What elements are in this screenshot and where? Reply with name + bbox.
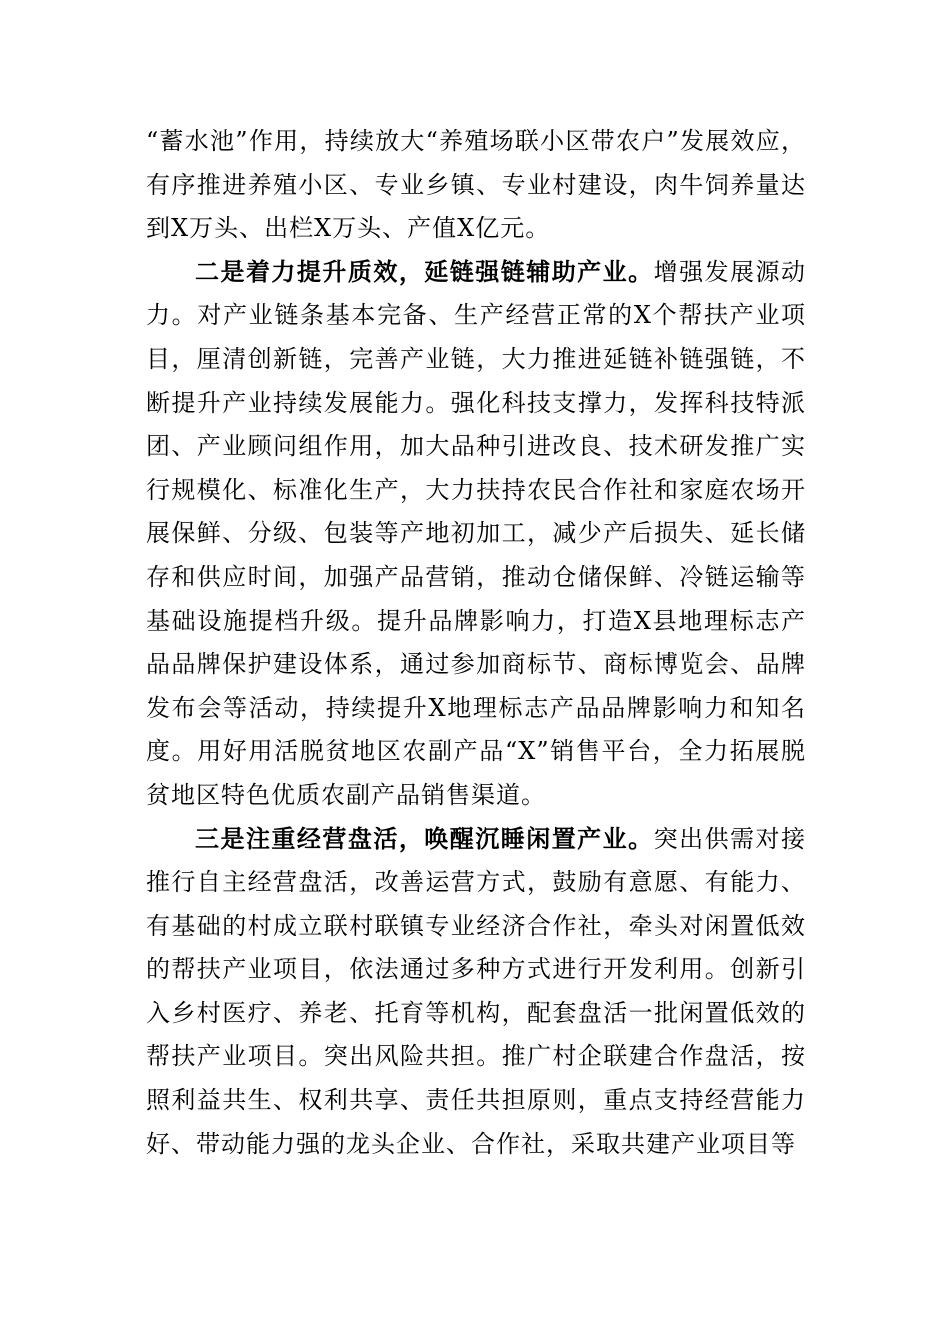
paragraph-body: “蓄水池”作用，持续放大“养殖场联小区带农户”发展效应，有序推进养殖小区、专业乡镇、专业村建设，肉牛饲养量达到X万头、出栏X万头、产值X亿元。	[146, 127, 806, 243]
paragraph-continuation	[146, 120, 806, 251]
paragraph-point-two	[146, 251, 806, 818]
paragraph-lead-heading: 三是注重经营盘活，唤醒沉睡闲置产业。	[195, 824, 654, 853]
paragraph-lead-heading: 二是着力提升质效，延链强链辅助产业。	[195, 257, 654, 286]
document-page	[146, 120, 806, 1166]
paragraph-point-three	[146, 818, 806, 1167]
paragraph-body: 增强发展源动力。对产业链条基本完备、生产经营正常的X个帮扶产业项目，厘清创新链，完善产业链，大力推进延链补链强链，不断提升产业持续发展能力。强化科技支撑力，发挥科技特派团、产业顾问组作用，加大品种引进改良、技术研发推广实行规模化、标准化生产，大力扶持农民合作社和家庭农场开展保鲜、分级、包装等产地初加工，减少产后损失、延长储存和供应时间，加强产品营销，推动仓储保鲜、冷链运输等基础设施提档升级。提升品牌影响力，打造X县地理标志产品品牌保护建设体系，通过参加商标节、商标博览会、品牌发布会等活动，持续提升X地理标志产品品牌影响力和知名度。用好用活脱贫地区农副产品“X”销售平台，全力拓展脱贫地区特色优质农副产品销售渠道。	[146, 257, 807, 809]
paragraph-body: 突出供需对接推行自主经营盘活，改善运营方式，鼓励有意愿、有能力、有基础的村成立联村联镇专业经济合作社，牵头对闲置低效的帮扶产业项目，依法通过多种方式进行开发利用。创新引入乡村医疗、养老、托育等机构，配套盘活一批闲置低效的帮扶产业项目。突出风险共担。推广村企联建合作盘活，按照利益共生、权利共享、责任共担原则，重点支持经营能力好、带动能力强的龙头企业、合作社，采取共建产业项目等	[146, 824, 807, 1158]
